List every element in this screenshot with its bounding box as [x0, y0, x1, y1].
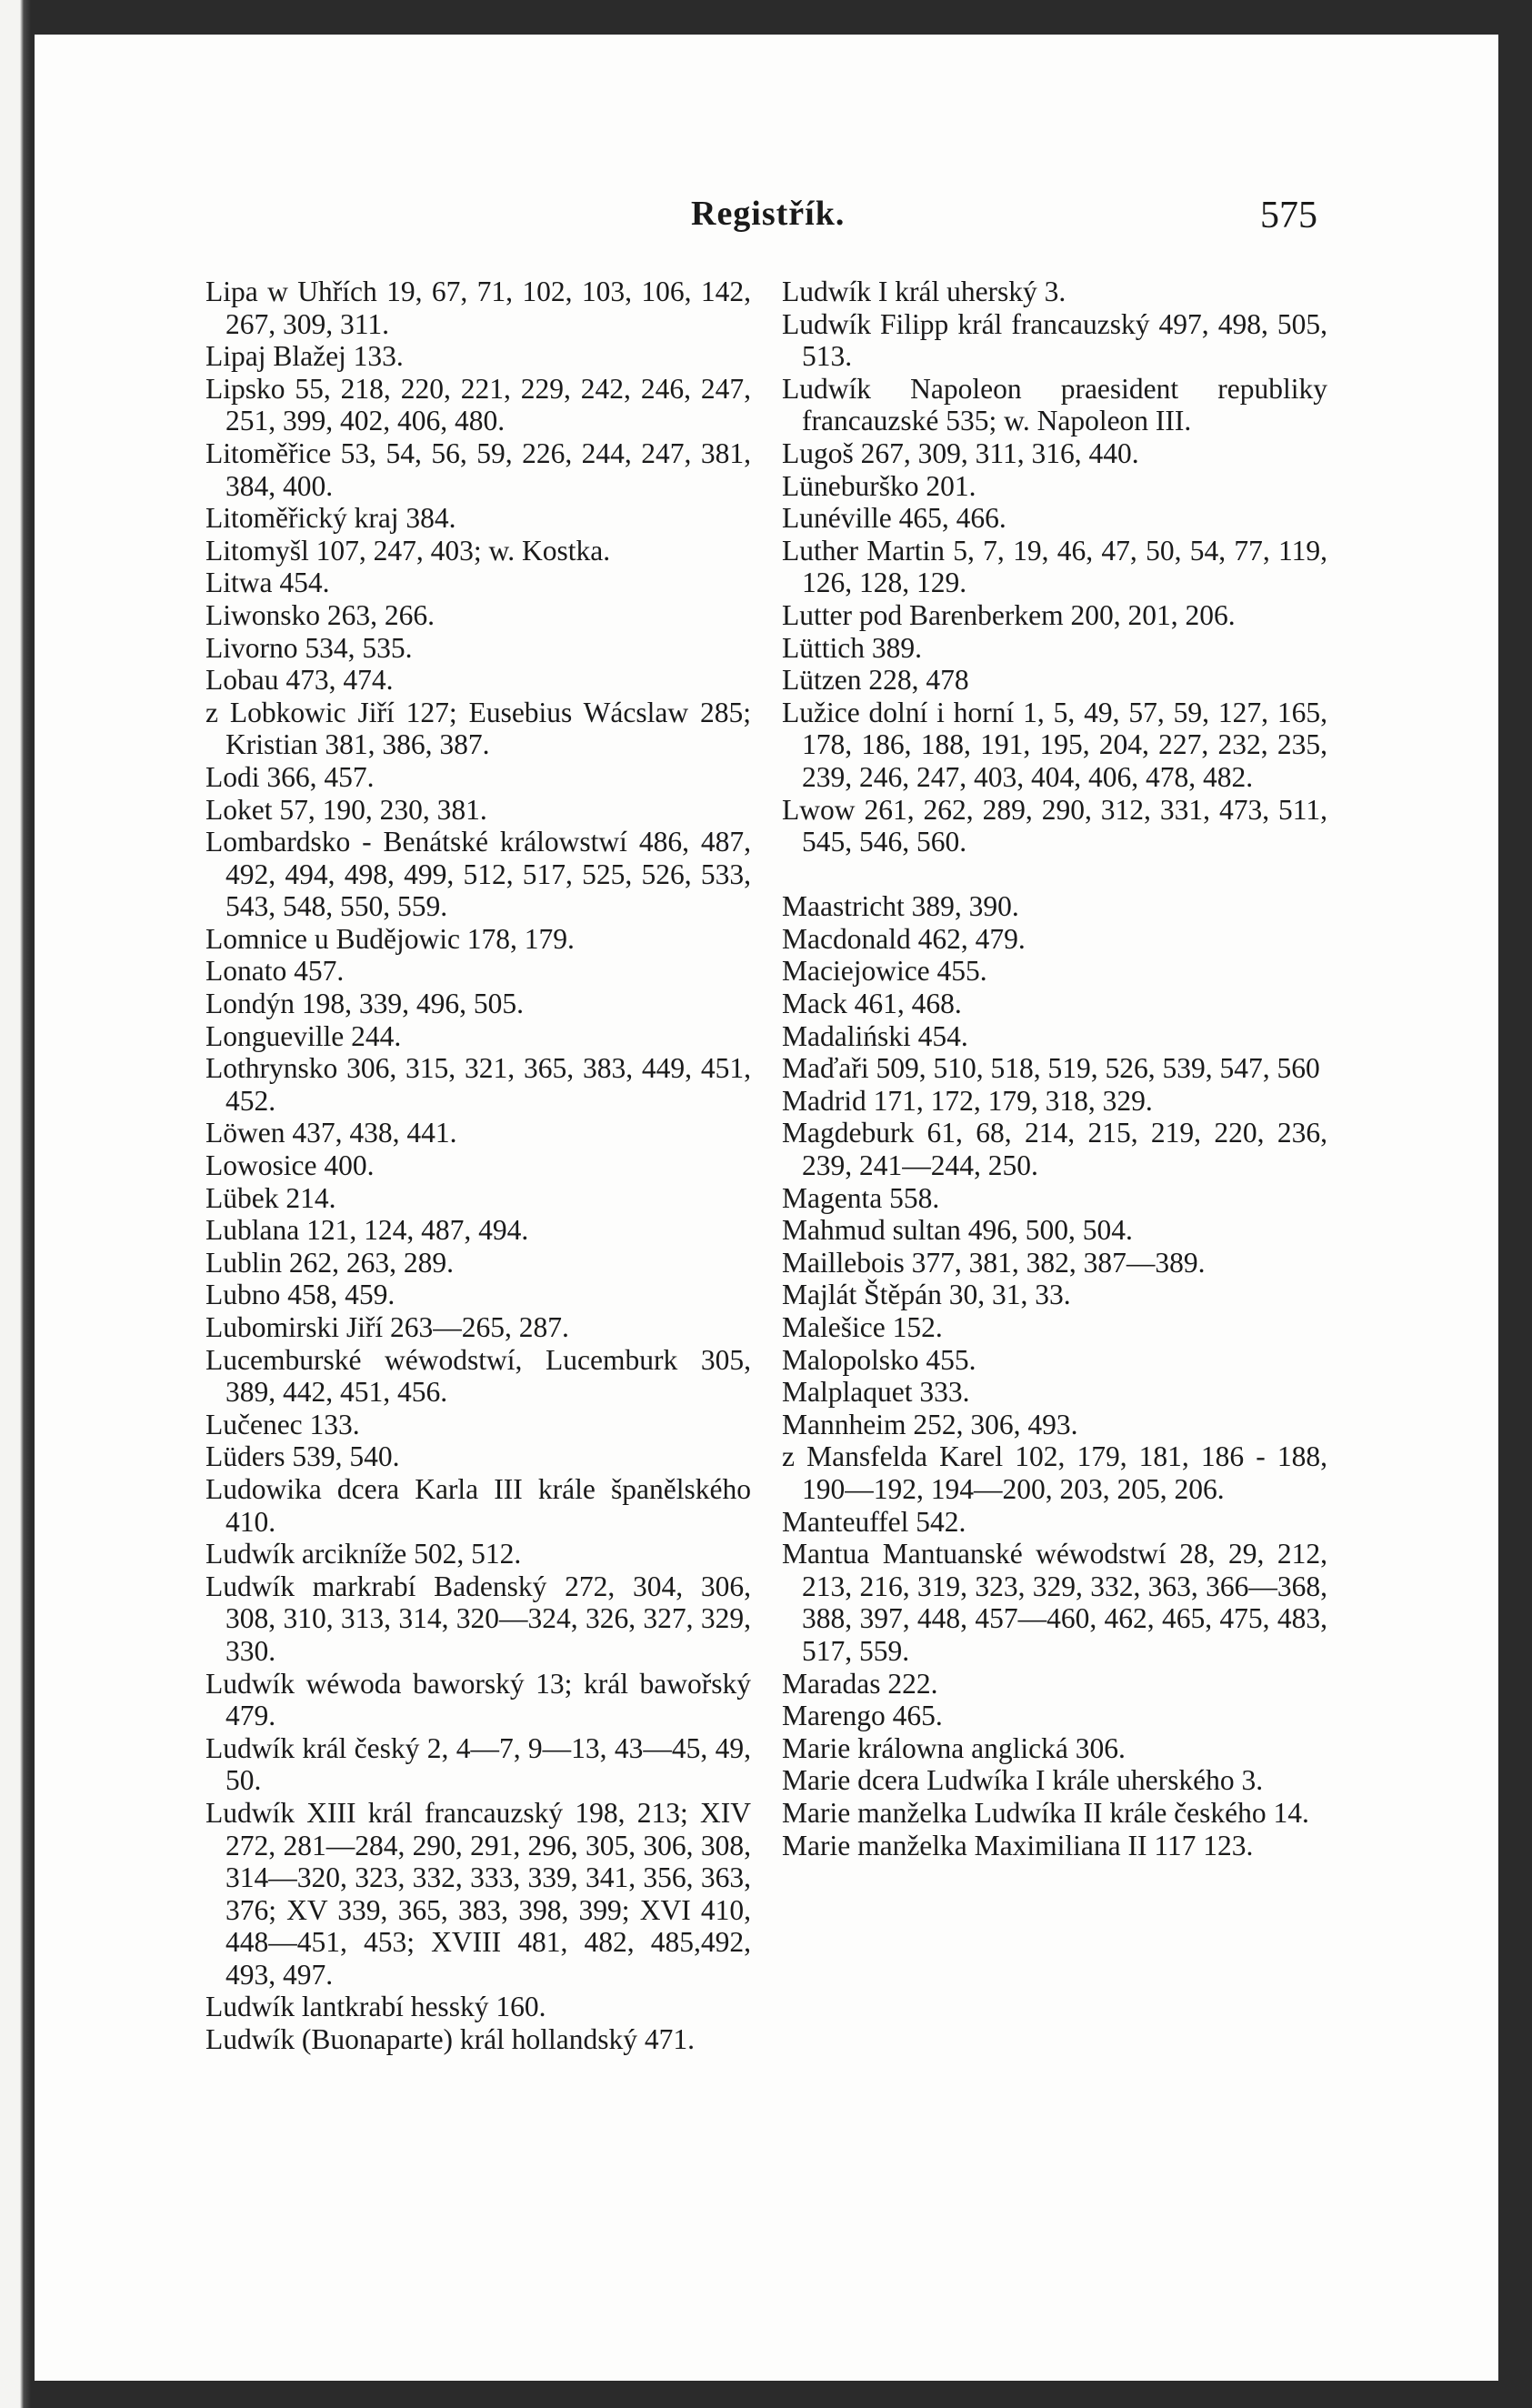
index-entry: Lučenec 133.: [205, 1408, 360, 1440]
index-entry: Lužice dolní i horní 1, 5, 49, 57, 59, 127, 165, 178, 186, 188, 191, 195, 204, 227, 232, 235, 239, 246, 247, 403, 404, 406, 478, 482.: [782, 696, 1327, 793]
index-entry: Ludwík Napoleon praesident republiky francauzské 535; w. Napoleon III.: [782, 372, 1327, 437]
index-entry: Ludwík wéwoda baworský 13; král bawořský 479.: [205, 1667, 751, 1732]
index-entry: Ludwík král český 2, 4—7, 9—13, 43—45, 49, 50.: [205, 1731, 751, 1797]
index-entry: Luther Martin 5, 7, 19, 46, 47, 50, 54, 77, 119, 126, 128, 129.: [782, 534, 1327, 599]
index-entry: Ludwík arcikníže 502, 512.: [205, 1538, 522, 1570]
index-entry: Malešice 152.: [782, 1311, 943, 1343]
index-entry: Londýn 198, 339, 496, 505.: [205, 988, 524, 1020]
index-entry: Madaliński 454.: [782, 1019, 968, 1052]
index-entry: Lombardsko - Benátské králowstwí 486, 487, 492, 494, 498, 499, 512, 517, 525, 526, 533, 543, 548, 550, 559.: [205, 826, 751, 923]
index-entry: Ludwík lantkrabí hesský 160.: [205, 1991, 546, 2023]
index-entry: Löwen 437, 438, 441.: [205, 1117, 457, 1149]
index-entry: Litomyšl 107, 247, 403; w. Kostka.: [205, 534, 611, 567]
index-entry: z Lobkowic Jiří 127; Eusebius Wácslaw 285; Kristian 381, 386, 387.: [205, 696, 751, 761]
index-entry: Majlát Štěpán 30, 31, 33.: [782, 1279, 1071, 1311]
index-entry: Lübek 214.: [205, 1181, 336, 1214]
index-entry: Ludwík (Buonaparte) král hollandský 471.: [205, 2023, 696, 2056]
section-gap: [782, 858, 1327, 891]
index-entry: Lothrynsko 306, 315, 321, 365, 383, 449, 451, 452.: [205, 1052, 751, 1117]
index-entry: Maillebois 377, 381, 382, 387—389.: [782, 1246, 1206, 1279]
index-entry: Lubomirski Jiří 263—265, 287.: [205, 1311, 569, 1343]
index-entry: Lwow 261, 262, 289, 290, 312, 331, 473, 511, 545, 546, 560.: [782, 793, 1327, 858]
index-entry: Magdeburk 61, 68, 214, 215, 219, 220, 236, 239, 241—244, 250.: [782, 1117, 1327, 1182]
index-entry: Marengo 465.: [782, 1700, 943, 1732]
index-entry: Lipa w Uhřích 19, 67, 71, 102, 103, 106, 142, 267, 309, 311.: [205, 276, 751, 340]
index-entry: Maastricht 389, 390.: [782, 890, 1019, 923]
index-entry: z Mansfelda Karel 102, 179, 181, 186 - 188, 190—192, 194—200, 203, 205, 206.: [782, 1440, 1327, 1505]
running-title: Registřík.: [691, 195, 846, 233]
index-entry: Maradas 222.: [782, 1667, 938, 1700]
index-entry: Litwa 454.: [205, 567, 330, 599]
index-entry: Lüneburško 201.: [782, 469, 976, 502]
index-entry: Litoměřice 53, 54, 56, 59, 226, 244, 247, 381, 384, 400.: [205, 436, 751, 502]
index-entry: Maďaři 509, 510, 518, 519, 526, 539, 547, 560: [782, 1052, 1320, 1085]
index-entry: Loket 57, 190, 230, 381.: [205, 793, 487, 826]
index-column-right: [782, 276, 1327, 1861]
book-page: [35, 35, 1498, 2381]
index-entry: Lipaj Blažej 133.: [205, 340, 404, 373]
index-entry: Lugoš 267, 309, 311, 316, 440.: [782, 436, 1139, 469]
index-entry: Mantua Mantuanské wéwodstwí 28, 29, 212, 213, 216, 319, 323, 329, 332, 363, 366—368, 388, 397, 448, 457—460, 462, 465, 475, 483, 517, 559.: [782, 1538, 1327, 1667]
index-entry: Marie manželka Ludwíka II krále českého 14.: [782, 1796, 1309, 1829]
index-entry: Lucemburské wéwodstwí, Lucemburk 305, 389, 442, 451, 456.: [205, 1343, 751, 1409]
index-entry: Lutter pod Barenberkem 200, 201, 206.: [782, 598, 1236, 631]
index-entry: Madrid 171, 172, 179, 318, 329.: [782, 1084, 1153, 1117]
index-entry: Lomnice u Budějowic 178, 179.: [205, 922, 575, 955]
index-entry: Lüders 539, 540.: [205, 1440, 400, 1473]
index-entry: Ludwík I král uherský 3.: [782, 276, 1066, 307]
index-entry: Lowosice 400.: [205, 1149, 375, 1182]
index-entry: Maciejowice 455.: [782, 955, 987, 988]
index-entry: Marie dcera Ludwíka I krále uherského 3.: [782, 1764, 1264, 1797]
index-entry: Liwonsko 263, 266.: [205, 598, 435, 631]
index-entry: Lüttich 389.: [782, 631, 922, 664]
index-column-left: [205, 276, 751, 2056]
index-entry: Lodi 366, 457.: [205, 760, 375, 793]
index-entry: Lützen 228, 478: [782, 664, 969, 697]
index-entry: Lipsko 55, 218, 220, 221, 229, 242, 246, 247, 251, 399, 402, 406, 480.: [205, 372, 751, 437]
scan-edge: [0, 0, 31, 2408]
index-entry: Lubno 458, 459.: [205, 1279, 396, 1311]
index-entry: Longueville 244.: [205, 1019, 402, 1052]
page-header: [35, 194, 1498, 248]
index-entry: Ludowika dcera Karla III krále španělského 410.: [205, 1472, 751, 1538]
index-entry: Mahmud sultan 496, 500, 504.: [782, 1214, 1133, 1247]
index-entry: Ludwík Filipp král francauzský 497, 498, 505, 513.: [782, 307, 1327, 373]
index-entry: Mack 461, 468.: [782, 988, 962, 1020]
index-entry: Lunéville 465, 466.: [782, 502, 1006, 535]
index-entry: Macdonald 462, 479.: [782, 922, 1026, 955]
index-entry: Lublin 262, 263, 289.: [205, 1246, 454, 1279]
index-entry: Malopolsko 455.: [782, 1343, 976, 1376]
index-entry: Marie králowna anglická 306.: [782, 1731, 1126, 1764]
index-entry: Malplaquet 333.: [782, 1376, 970, 1409]
index-entry: Lobau 473, 474.: [205, 664, 394, 697]
index-entry: Lublana 121, 124, 487, 494.: [205, 1214, 529, 1247]
index-entry: Manteuffel 542.: [782, 1505, 966, 1538]
index-entry: Magenta 558.: [782, 1181, 940, 1214]
index-entry: Litoměřický kraj 384.: [205, 502, 456, 535]
page-number: 575: [1260, 195, 1317, 236]
index-entry: Marie manželka Maximiliana II 117 123.: [782, 1829, 1254, 1861]
index-entry: Ludwík markrabí Badenský 272, 304, 306, 308, 310, 313, 314, 320—324, 326, 327, 329, 330.: [205, 1570, 751, 1667]
index-entry: Mannheim 252, 306, 493.: [782, 1408, 1078, 1440]
index-entry: Ludwík XIII král francauzský 198, 213; XIV 272, 281—284, 290, 291, 296, 305, 306, 308, 314—320, 323, 332, 333, 339, 341, 356, 363, 376; XV 339, 365, 383, 398, 399; XVI 410, 448—451, 453; XVIII 481, 482, 485,492, 493, 497.: [205, 1796, 751, 1991]
index-entry: Livorno 534, 535.: [205, 631, 413, 664]
index-entry: Lonato 457.: [205, 955, 345, 988]
